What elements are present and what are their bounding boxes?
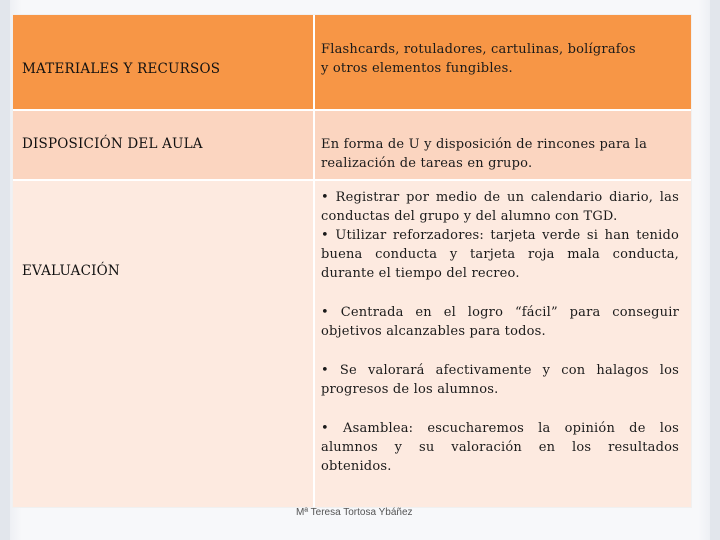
slide-right-edge (710, 0, 720, 540)
content-line: realización de tareas en grupo. (321, 156, 533, 171)
bullet-item: • Utilizar reforzadores: tarjeta verde si han tenido buena conducta y tarjeta roja mala conducta, durante el tiempo del recreo. (321, 228, 679, 281)
evaluation-paragraph (321, 188, 679, 283)
table-row-disposicion (13, 111, 691, 179)
row-header-cell (13, 181, 313, 507)
bullet-item: • Centrada en el logro “fácil” para conseguir objetivos alcanzables para todos. (321, 305, 679, 339)
row-label: DISPOSICIÓN DEL AULA (22, 136, 203, 152)
bullet-item: • Asamblea: escucharemos la opinión de los alumnos y su valoración en los resultados obtenidos. (321, 421, 679, 474)
evaluation-paragraph (321, 303, 679, 341)
row-content-text (321, 40, 679, 78)
lesson-plan-table (12, 14, 692, 508)
row-content-cell (315, 181, 691, 507)
table-row-evaluacion (13, 181, 691, 507)
row-content-cell (315, 111, 691, 179)
row-content-text (321, 188, 679, 496)
evaluation-paragraph (321, 419, 679, 476)
row-content-text (321, 135, 679, 173)
row-content-cell (315, 15, 691, 109)
bullet-item: • Registrar por medio de un calendario diario, las conductas del grupo y del alumno con TGD. (321, 190, 679, 224)
content-line: Flashcards, rotuladores, cartulinas, bolígrafos (321, 42, 636, 57)
content-line: En forma de U y disposición de rincones para la (321, 137, 648, 152)
row-header-cell (13, 15, 313, 109)
table-row-materiales (13, 15, 691, 109)
row-label: MATERIALES Y RECURSOS (22, 61, 221, 77)
row-header-cell (13, 111, 313, 179)
author-footer: Mª Teresa Tortosa Ybáñez (296, 507, 413, 518)
content-line: y otros elementos fungibles. (321, 61, 513, 76)
row-label: EVALUACIÓN (22, 263, 120, 279)
slide-left-edge (0, 0, 10, 540)
bullet-item: • Se valorará afectivamente y con halagos los progresos de los alumnos. (321, 363, 679, 397)
evaluation-paragraph (321, 361, 679, 399)
